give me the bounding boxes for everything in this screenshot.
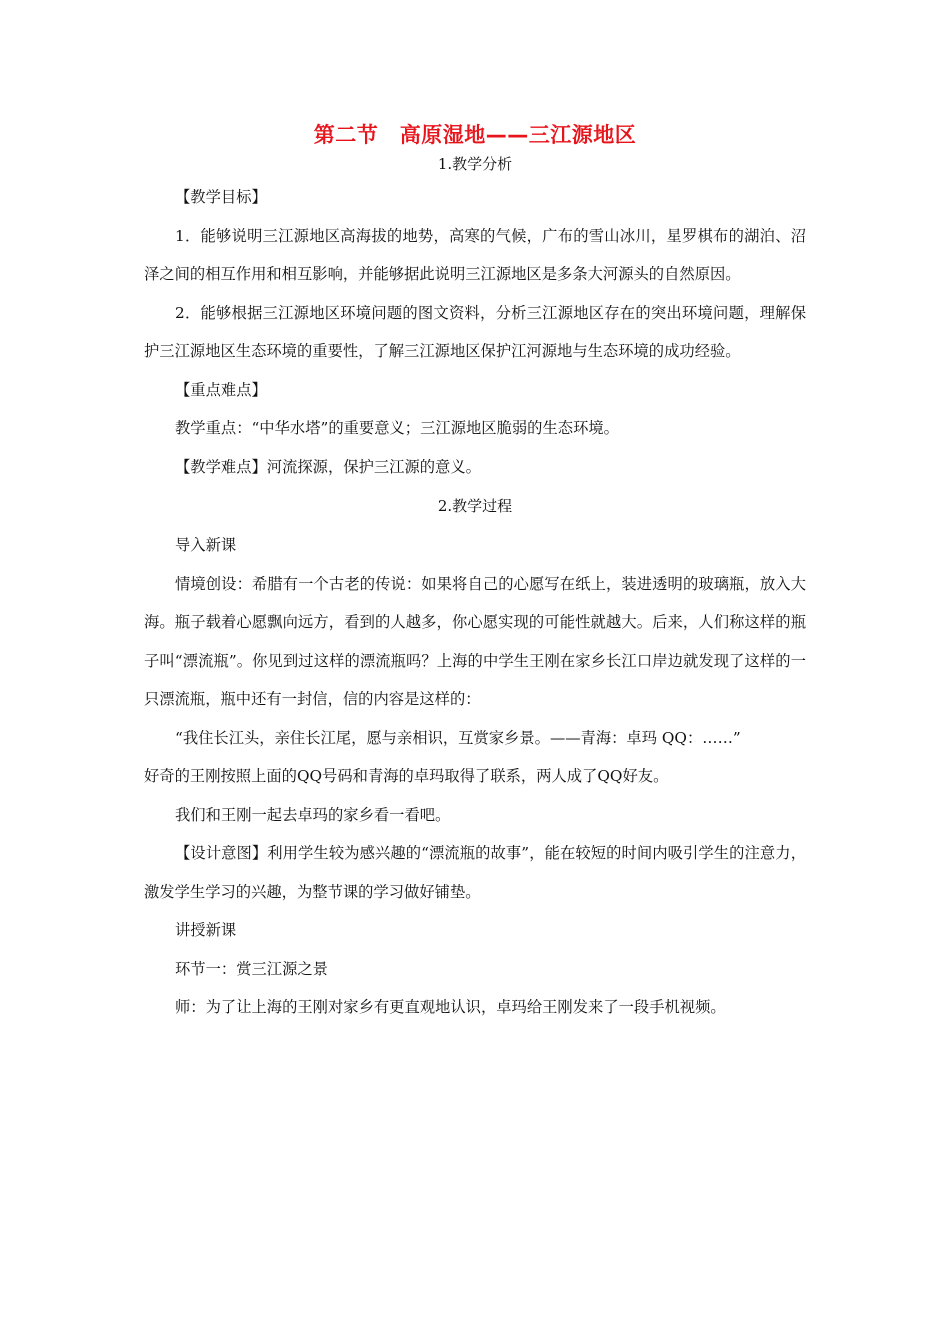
design-intent: 【设计意图】利用学生较为感兴趣的“漂流瓶的故事”，能在较短的时间内吸引学生的注意力，激发学生学习的兴趣，为整节课的学习做好铺垫。 <box>144 844 806 901</box>
objectives-label: 【教学目标】 <box>175 188 267 206</box>
document-title: 第二节 高原湿地——三江源地区 <box>313 123 637 147</box>
link-1: 环节一：赏三江源之景 <box>175 959 328 978</box>
objective-2: 2．能够根据三江源地区环境问题的图文资料，分析三江源地区存在的突出环境问题，理解保护三江源地区生态环境的重要性，了解三江源地区保护江河源地与生态环境的成功经验。 <box>144 303 806 360</box>
key-points-label: 【重点难点】 <box>175 380 267 399</box>
invite-paragraph: 我们和王刚一起去卓玛的家乡看一看吧。 <box>175 805 451 824</box>
document-content <box>144 118 806 1027</box>
teach-label: 讲授新课 <box>175 921 237 939</box>
section-heading-analysis: 1.教学分析 <box>437 155 513 173</box>
key-point: 教学重点：“中华水塔”的重要意义；三江源地区脆弱的生态环境。 <box>175 419 619 437</box>
teacher-line: 师：为了让上海的王刚对家乡有更直观地认识，卓玛给王刚发来了一段手机视频。 <box>175 998 726 1016</box>
scenario-paragraph: 情境创设：希腊有一个古老的传说：如果将自己的心愿写在纸上，装进透明的玻璃瓶，放入大海。瓶子载着心愿飘向远方，看到的人越多，你心愿实现的可能性就越大。后来，人们称这样的瓶子叫“漂流瓶”。你见到过这样的漂流瓶吗？上海的中学生王刚在家乡长江口岸边就发现了这样的一只漂流瓶，瓶中还有一封信，信的内容是这样的： <box>144 574 806 708</box>
difficulty: 【教学难点】河流探源，保护三江源的意义。 <box>175 457 481 476</box>
section-heading-process: 2.教学过程 <box>437 497 513 515</box>
intro-label: 导入新课 <box>175 536 237 554</box>
objective-1: 1．能够说明三江源地区高海拔的地势，高寒的气候，广布的雪山冰川，星罗棋布的湖泊、沼泽之间的相互作用和相互影响，并能够据此说明三江源地区是多条大河源头的自然原因。 <box>144 226 806 283</box>
letter-quote: “我住长江头，亲住长江尾，愿与亲相识，互赏家乡景。——青海：卓玛 QQ：……” <box>175 728 741 747</box>
result-paragraph: 好奇的王刚按照上面的QQ号码和青海的卓玛取得了联系，两人成了QQ好友。 <box>144 767 669 785</box>
